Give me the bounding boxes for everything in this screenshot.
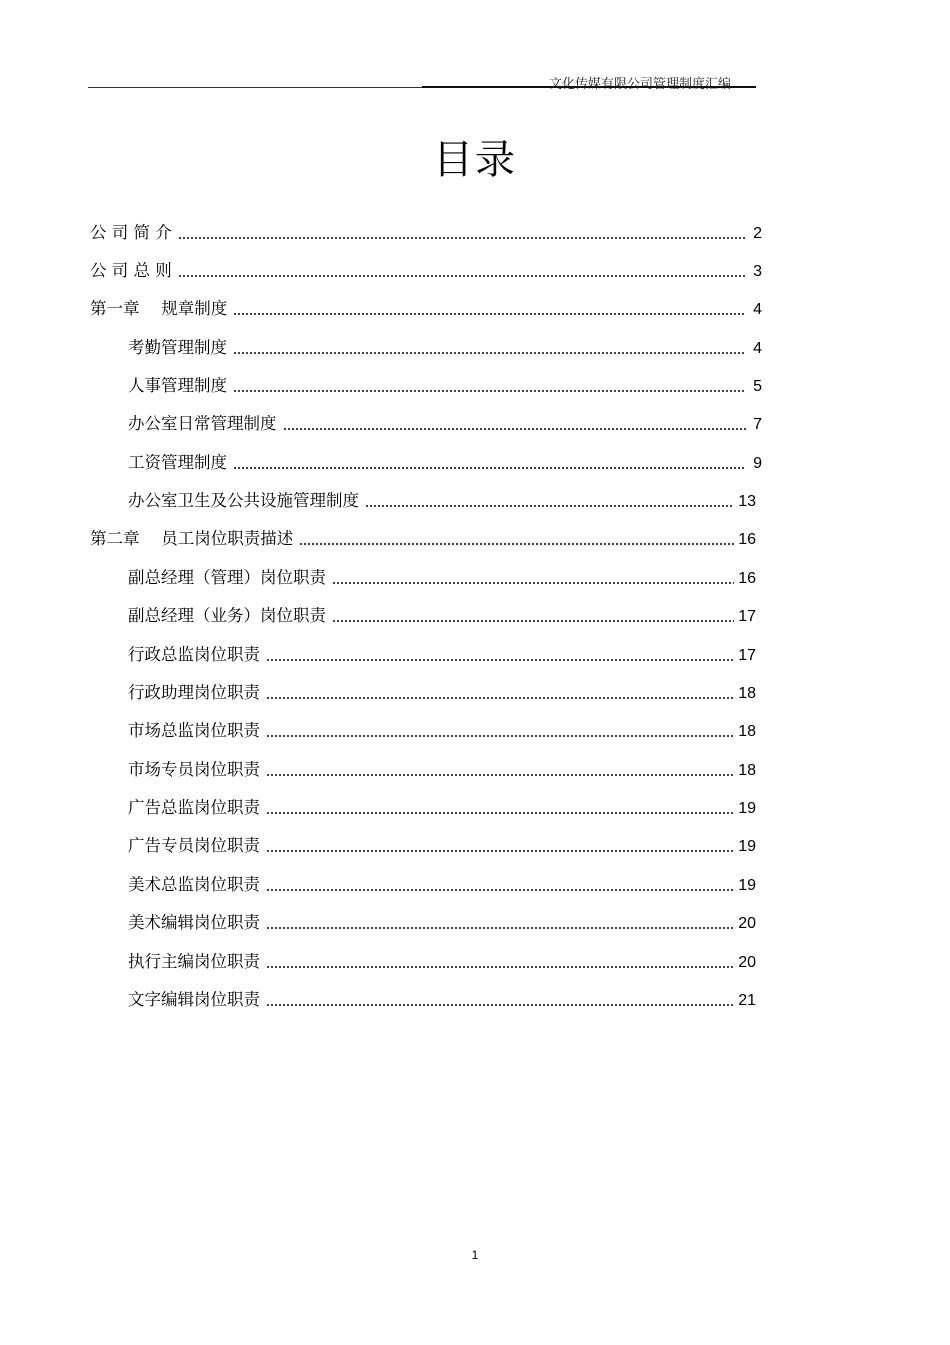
toc-title: 目录 xyxy=(433,137,517,183)
toc-entry-label: 工资管理制度 xyxy=(128,453,227,472)
toc-entry-label: 广告总监岗位职责 xyxy=(128,798,260,817)
toc-entry-text-editor[interactable] xyxy=(128,988,756,1010)
toc-entry-ad-director[interactable] xyxy=(128,796,756,818)
toc-dot-leader xyxy=(233,352,746,354)
toc-entry-executive-editor[interactable] xyxy=(128,950,756,972)
toc-entry-company-intro[interactable] xyxy=(90,221,762,243)
toc-entry-page: 19 xyxy=(738,877,756,894)
toc-entry-deputy-gm-admin[interactable] xyxy=(128,566,756,588)
toc-entry-personnel[interactable] xyxy=(128,374,762,396)
toc-entry-label: 文字编辑岗位职责 xyxy=(128,990,260,1009)
toc-entry-label: 公 司 简 介 xyxy=(90,223,172,242)
toc-entry-admin-director[interactable] xyxy=(128,643,756,665)
toc-entry-art-director[interactable] xyxy=(128,873,756,895)
page-number: 1 xyxy=(471,1248,479,1262)
toc-entry-label: 市场总监岗位职责 xyxy=(128,721,260,740)
toc-dot-leader xyxy=(266,697,734,699)
toc-entry-page: 17 xyxy=(738,647,756,664)
toc-entry-page: 7 xyxy=(753,416,762,433)
toc-entry-admin-assistant[interactable] xyxy=(128,681,756,703)
toc-entry-label: 美术总监岗位职责 xyxy=(128,875,260,894)
toc-entry-page: 19 xyxy=(738,838,756,855)
toc-dot-leader xyxy=(332,582,734,584)
toc-entry-label: 行政助理岗位职责 xyxy=(128,683,260,702)
toc-entry-page: 20 xyxy=(738,954,756,971)
toc-entry-label: 市场专员岗位职责 xyxy=(128,760,260,779)
toc-entry-page: 16 xyxy=(738,531,756,548)
toc-entry-page: 18 xyxy=(738,762,756,779)
toc-entry-chapter-2[interactable] xyxy=(90,527,756,549)
running-header: 文化传媒有限公司管理制度汇编 xyxy=(548,77,731,92)
header-rule-accent xyxy=(422,86,756,88)
toc-entry-label: 办公室卫生及公共设施管理制度 xyxy=(128,491,359,510)
toc-entry-page: 4 xyxy=(753,340,762,357)
toc-entry-label: 副总经理（业务）岗位职责 xyxy=(128,606,326,625)
toc-dot-leader xyxy=(266,966,734,968)
toc-entry-label: 副总经理（管理）岗位职责 xyxy=(128,568,326,587)
toc-dot-leader xyxy=(233,390,746,392)
toc-entry-general-rules[interactable] xyxy=(90,259,762,281)
toc-entry-ad-specialist[interactable] xyxy=(128,834,756,856)
toc-dot-leader xyxy=(178,237,746,239)
toc-dot-leader xyxy=(266,927,734,929)
toc-entry-page: 19 xyxy=(738,800,756,817)
toc-entry-attendance[interactable] xyxy=(128,336,762,358)
toc-dot-leader xyxy=(266,889,734,891)
toc-entry-office-hygiene[interactable] xyxy=(128,489,756,511)
toc-entry-marketing-specialist[interactable] xyxy=(128,758,756,780)
toc-entry-page: 5 xyxy=(753,378,762,395)
toc-entry-label: 办公室日常管理制度 xyxy=(128,414,277,433)
toc-entry-chapter-1[interactable] xyxy=(90,297,762,319)
toc-dot-leader xyxy=(266,659,734,661)
toc-dot-leader xyxy=(178,275,746,277)
toc-entry-art-editor[interactable] xyxy=(128,911,756,933)
toc-dot-leader xyxy=(266,812,734,814)
toc-entry-page: 20 xyxy=(738,915,756,932)
toc-dot-leader xyxy=(365,505,734,507)
toc-entry-marketing-director[interactable] xyxy=(128,719,756,741)
toc-entry-label: 第一章 规章制度 xyxy=(90,299,228,318)
toc-entry-label: 执行主编岗位职责 xyxy=(128,952,260,971)
toc-dot-leader xyxy=(299,543,734,545)
toc-entry-deputy-gm-business[interactable] xyxy=(128,604,756,626)
toc-entry-office-daily[interactable] xyxy=(128,412,762,434)
toc-entry-page: 18 xyxy=(738,685,756,702)
toc-entry-page: 9 xyxy=(753,455,762,472)
toc-dot-leader xyxy=(266,850,734,852)
toc-entry-page: 21 xyxy=(738,992,756,1009)
toc-entry-page: 16 xyxy=(738,570,756,587)
toc-dot-leader xyxy=(266,774,734,776)
toc-entry-label: 行政总监岗位职责 xyxy=(128,645,260,664)
toc-entry-page: 4 xyxy=(753,301,762,318)
toc-dot-leader xyxy=(332,620,734,622)
toc-dot-leader xyxy=(283,428,747,430)
toc-entry-label: 美术编辑岗位职责 xyxy=(128,913,260,932)
toc-entry-page: 13 xyxy=(738,493,756,510)
toc-dot-leader xyxy=(233,467,746,469)
toc-entry-label: 考勤管理制度 xyxy=(128,338,227,357)
toc-entry-page: 2 xyxy=(753,225,762,242)
toc-entry-label: 第二章 员工岗位职责描述 xyxy=(90,529,294,548)
toc-entry-page: 3 xyxy=(753,263,762,280)
toc-entry-page: 17 xyxy=(738,608,756,625)
toc-entry-page: 18 xyxy=(738,723,756,740)
toc-dot-leader xyxy=(266,1004,734,1006)
toc-dot-leader xyxy=(266,735,734,737)
toc-entry-label: 广告专员岗位职责 xyxy=(128,836,260,855)
toc-entry-salary[interactable] xyxy=(128,451,762,473)
toc-entry-label: 人事管理制度 xyxy=(128,376,227,395)
toc-dot-leader xyxy=(233,313,746,315)
toc-entry-label: 公 司 总 则 xyxy=(90,261,172,280)
